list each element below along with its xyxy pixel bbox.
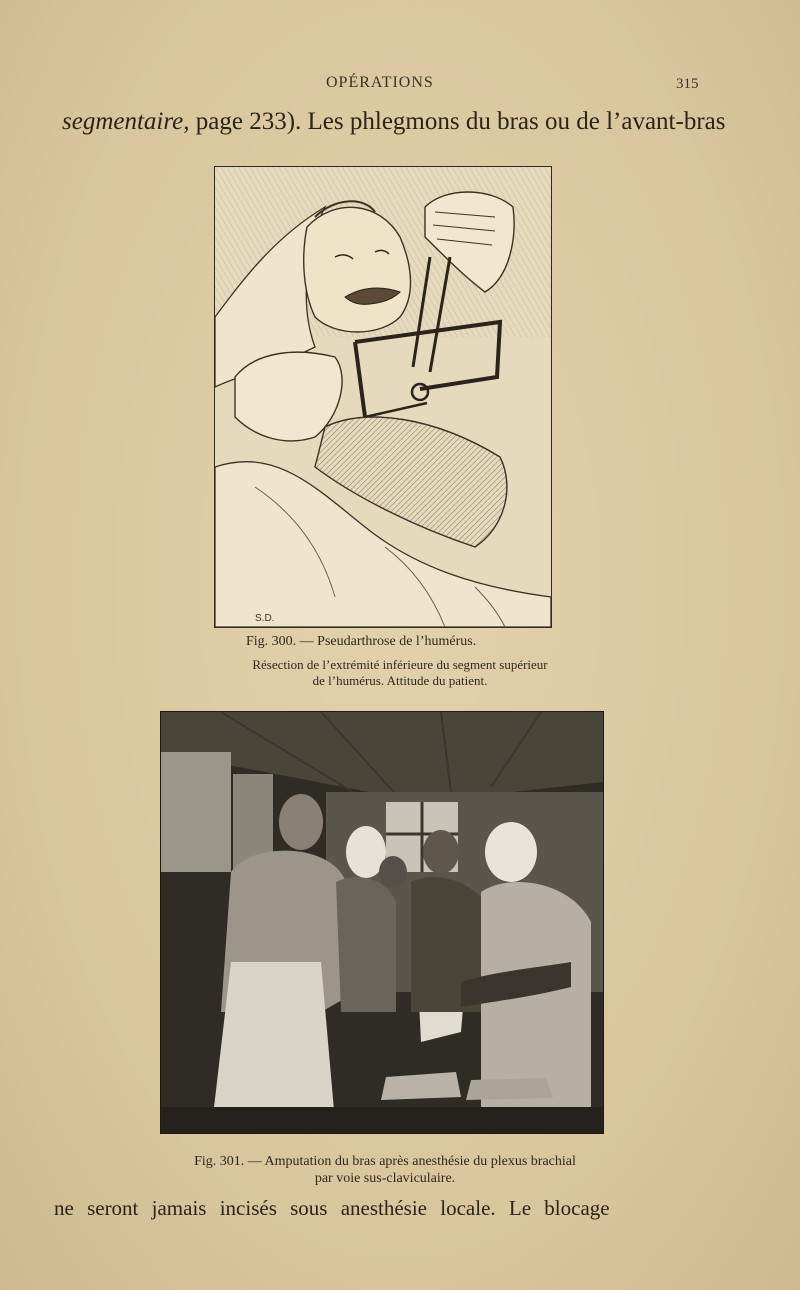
running-title: OPÉRATIONS (326, 74, 434, 91)
figure-301-caption-line2: par voie sus-claviculaire. (314, 1171, 456, 1186)
body-text-line-top (62, 108, 742, 136)
figure-301-caption (150, 1153, 620, 1187)
figure-300-illustration (214, 166, 552, 628)
figure-301-photograph (160, 711, 604, 1134)
artist-signature: S.D. (255, 613, 275, 624)
operating-room-photo (161, 712, 603, 1133)
page-number: 315 (676, 76, 699, 92)
figure-300-caption-line2: de l’humérus. Attitude du patient. (312, 673, 488, 688)
figure-300-caption-line1: Résection de l’extrémité inférieure du segment supérieur (252, 657, 548, 672)
figure-300-caption-title: Fig. 300. — Pseudarthrose de l’humérus. (246, 634, 477, 649)
body-text-top-rest: page 233). Les phlegmons du bras ou de l’avant-bras (189, 108, 726, 135)
figure-301-caption-line1: Fig. 301. — Amputation du bras après anesthésie du plexus brachial (194, 1154, 576, 1169)
engraving-drawing (215, 167, 551, 627)
italic-word: segmentaire, (62, 108, 190, 135)
figure-300-caption-body (210, 657, 590, 689)
body-text-line-bottom: ne seront jamais incisés sous anesthésie locale. Le blocage (54, 1196, 610, 1220)
